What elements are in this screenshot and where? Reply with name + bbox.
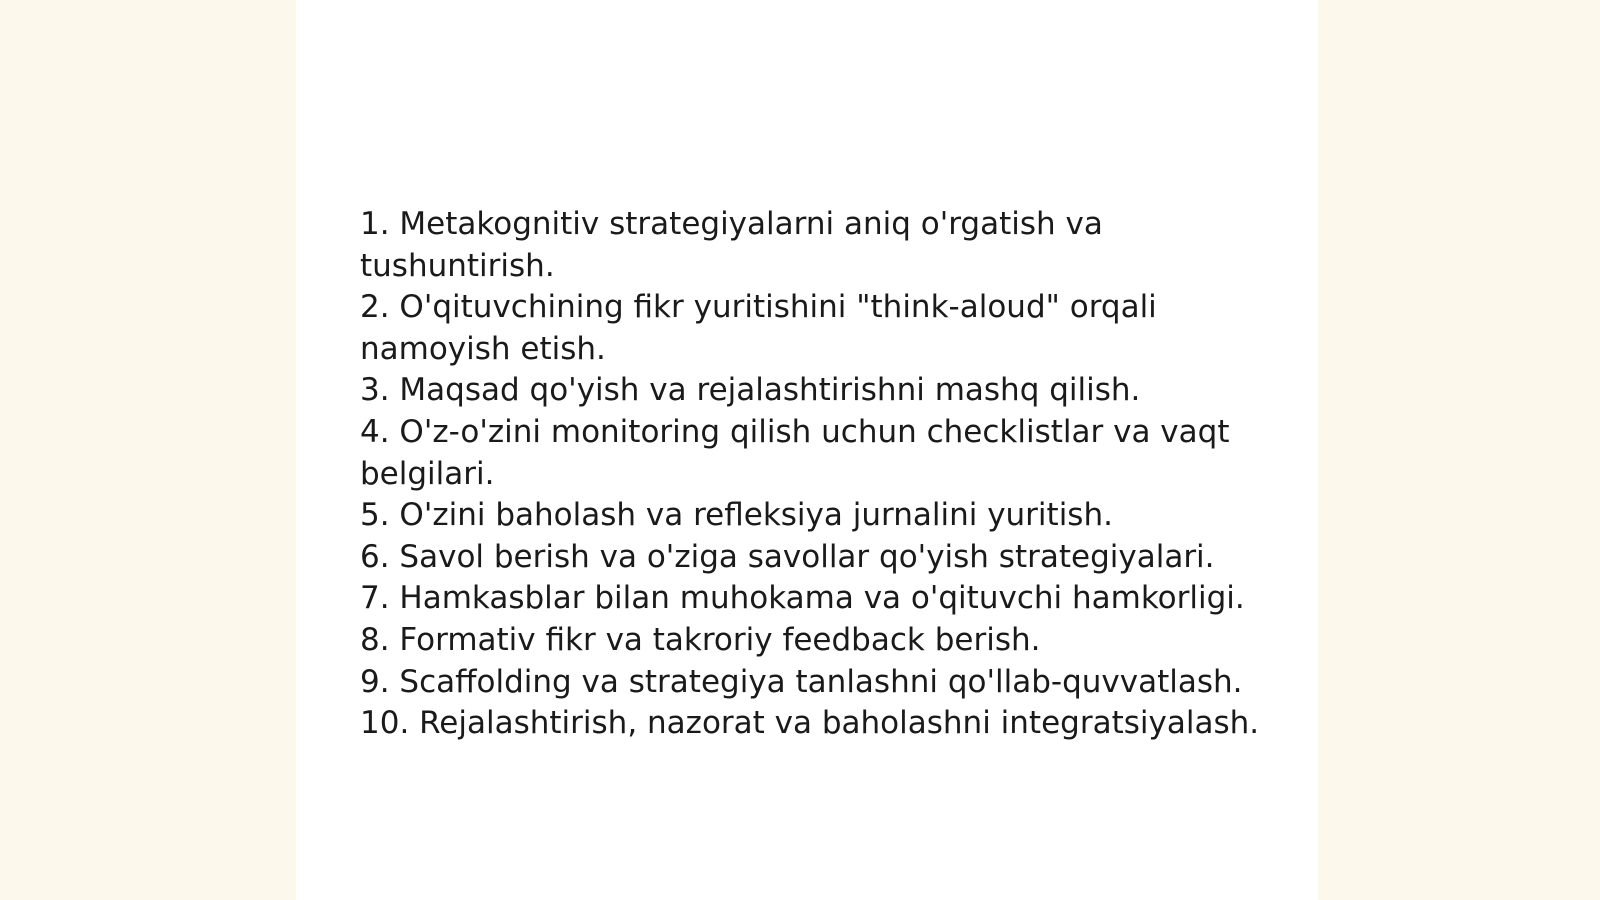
list-item: 8. Formativ fikr va takroriy feedback berish. [360,621,1041,658]
strategy-list [360,204,1260,745]
document-page [296,0,1318,900]
list-item: 4. O'z-o'zini monitoring qilish uchun checklistlar va vaqt belgilari. [360,413,1230,492]
list-item: 6. Savol berish va o'ziga savollar qo'yish strategiyalari. [360,538,1215,575]
list-item: 7. Hamkasblar bilan muhokama va o'qituvchi hamkorligi. [360,580,1245,617]
list-item: 1. Metakognitiv strategiyalarni aniq o'rgatish va tushuntirish. [360,206,1103,284]
list-item: 2. O'qituvchining fikr yuritishini "think-aloud" orqali namoyish etish. [360,289,1157,367]
list-item: 3. Maqsad qo'yish va rejalashtirishni mashq qilish. [360,372,1141,409]
list-item: 9. Scaffolding va strategiya tanlashni qo'llab-quvvatlash. [360,663,1243,700]
list-item: 10. Rejalashtirish, nazorat va baholashni integratsiyalash. [360,705,1260,742]
list-item: 5. O'zini baholash va refleksiya jurnalini yuritish. [360,497,1113,534]
